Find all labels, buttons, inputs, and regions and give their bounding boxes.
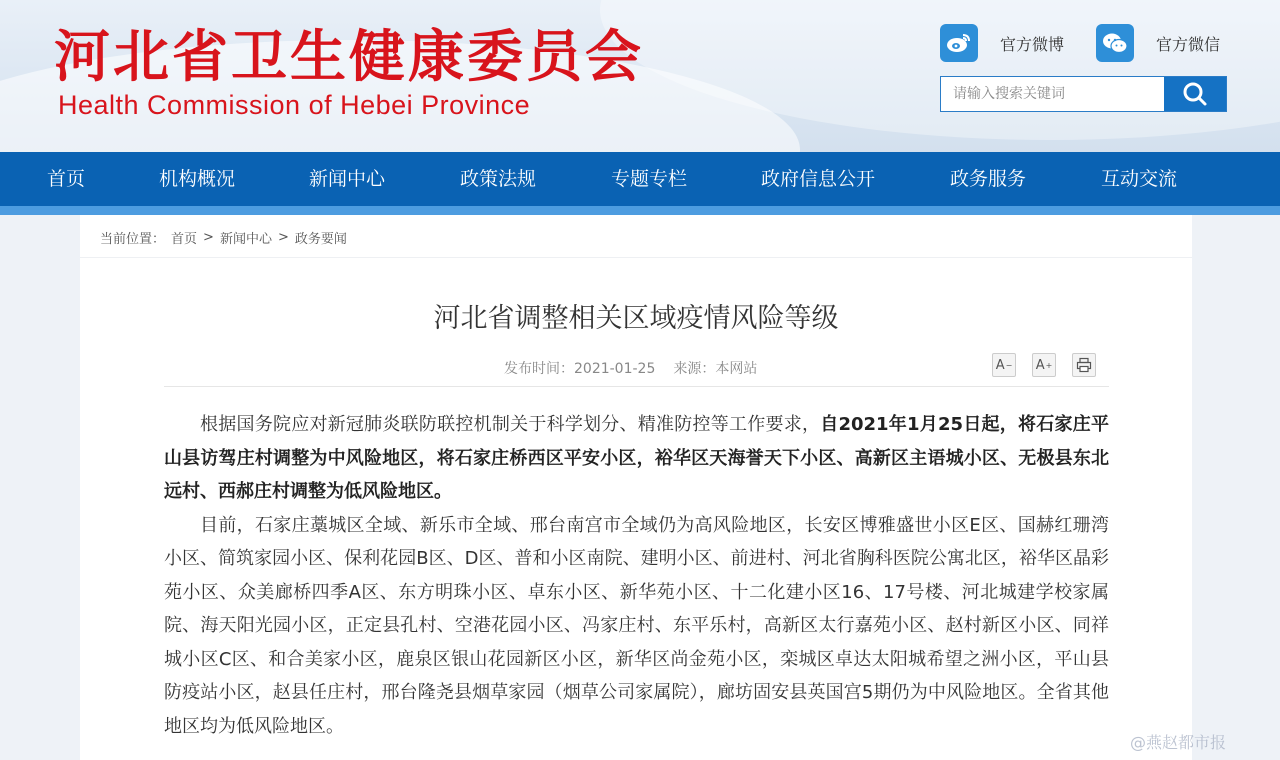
wechat-icon[interactable]	[1096, 24, 1134, 62]
wechat-label[interactable]: 官方微信	[1156, 34, 1221, 54]
weibo-icon[interactable]	[940, 24, 978, 62]
main-nav	[0, 152, 1280, 206]
nav-item-home[interactable]: 首页	[47, 168, 86, 190]
publish-info	[504, 358, 655, 378]
search-icon	[1182, 81, 1208, 107]
breadcrumb	[100, 228, 347, 247]
publish-label: 发布时间：	[504, 361, 574, 377]
nav-divider	[0, 206, 1280, 215]
source-info	[673, 358, 757, 378]
print-icon	[1076, 357, 1092, 373]
font-decrease-label: A	[995, 357, 1005, 373]
divider	[164, 386, 1109, 387]
font-decrease-button[interactable]	[992, 353, 1016, 377]
print-button[interactable]	[1072, 353, 1096, 377]
nav-item-gov-info[interactable]: 政府信息公开	[761, 168, 876, 190]
nav-item-policy[interactable]: 政策法规	[460, 168, 537, 190]
breadcrumb-gov-news[interactable]: 政务要闻	[294, 232, 347, 247]
weibo-label[interactable]: 官方微博	[1000, 34, 1065, 54]
site-logo-en[interactable]: Health Commission of Hebei Province	[58, 90, 531, 120]
article-meta	[504, 358, 757, 378]
breadcrumb-home[interactable]: 首页	[171, 232, 198, 247]
watermark: @燕赵都市报	[1130, 733, 1227, 752]
nav-item-about[interactable]: 机构概况	[159, 168, 236, 190]
breadcrumb-news[interactable]: 新闻中心	[219, 232, 272, 247]
paragraph-text: 根据国务院应对新冠肺炎联防联控机制关于科学划分、精准防控等工作要求，	[200, 414, 821, 435]
paragraph	[164, 408, 1109, 509]
article-title: 河北省调整相关区域疫情风险等级	[433, 303, 839, 334]
nav-item-topics[interactable]: 专题专栏	[611, 168, 688, 190]
source-label: 来源：	[673, 361, 716, 377]
search-button[interactable]	[1164, 77, 1226, 111]
breadcrumb-prefix: 当前位置：	[100, 232, 166, 247]
site-logo-cn[interactable]: 河北省卫生健康委员会	[54, 25, 644, 90]
nav-item-services[interactable]: 政务服务	[950, 168, 1027, 190]
decrease-mark: −	[1005, 360, 1013, 370]
search-input[interactable]	[941, 77, 1164, 111]
increase-mark: +	[1045, 360, 1053, 370]
font-increase-label: A	[1035, 357, 1045, 373]
publish-date: 2021-01-25	[574, 361, 656, 377]
weibo-link[interactable]	[940, 24, 1064, 62]
site-header	[0, 0, 1280, 152]
source-value: 本网站	[715, 361, 758, 377]
breadcrumb-separator: >	[277, 230, 289, 245]
divider	[80, 257, 1192, 258]
font-increase-button[interactable]	[1032, 353, 1056, 377]
wechat-link[interactable]	[1096, 24, 1220, 62]
paragraph-bold-text: 自2021年1月25日起，将石家庄平山县访驾庄村调整为中风险地区，将石家庄桥西区平安小区，裕华区天海誉天下小区、高新区主语城小区、无极县东北远村、西郝庄村调整为低风险地区。	[164, 414, 1110, 502]
search-box	[940, 76, 1227, 112]
article-body	[164, 408, 1109, 743]
nav-item-interaction[interactable]: 互动交流	[1101, 168, 1178, 190]
paragraph: 目前，石家庄藁城区全域、新乐市全域、邢台南宫市全域仍为高风险地区，长安区博雅盛世小区E区、国赫红珊湾小区、简筑家园小区、保利花园B区、D区、普和小区南院、建明小区、前进村、河北省胸科医院公寓北区，裕华区晶彩苑小区、众美廊桥四季A区、东方明珠小区、卓东小区、新华苑小区、十二化建小区16、17号楼、河北城建学校家属院、海天阳光园小区，正定县孔村、空港花园小区、冯家庄村、东平乐村，高新区太行嘉苑小区、赵村新区小区、同祥城小区C区、和合美家小区，鹿泉区银山花园新区小区，新华区尚金苑小区，栾城区卓达太阳城希望之洲小区，平山县防疫站小区，赵县任庄村，邢台隆尧县烟草家园（烟草公司家属院），廊坊固安县英国宫5期仍为中风险地区。全省其他地区均为低风险地区。	[164, 514, 1109, 737]
breadcrumb-separator: >	[203, 230, 214, 245]
nav-item-news[interactable]: 新闻中心	[309, 168, 386, 190]
